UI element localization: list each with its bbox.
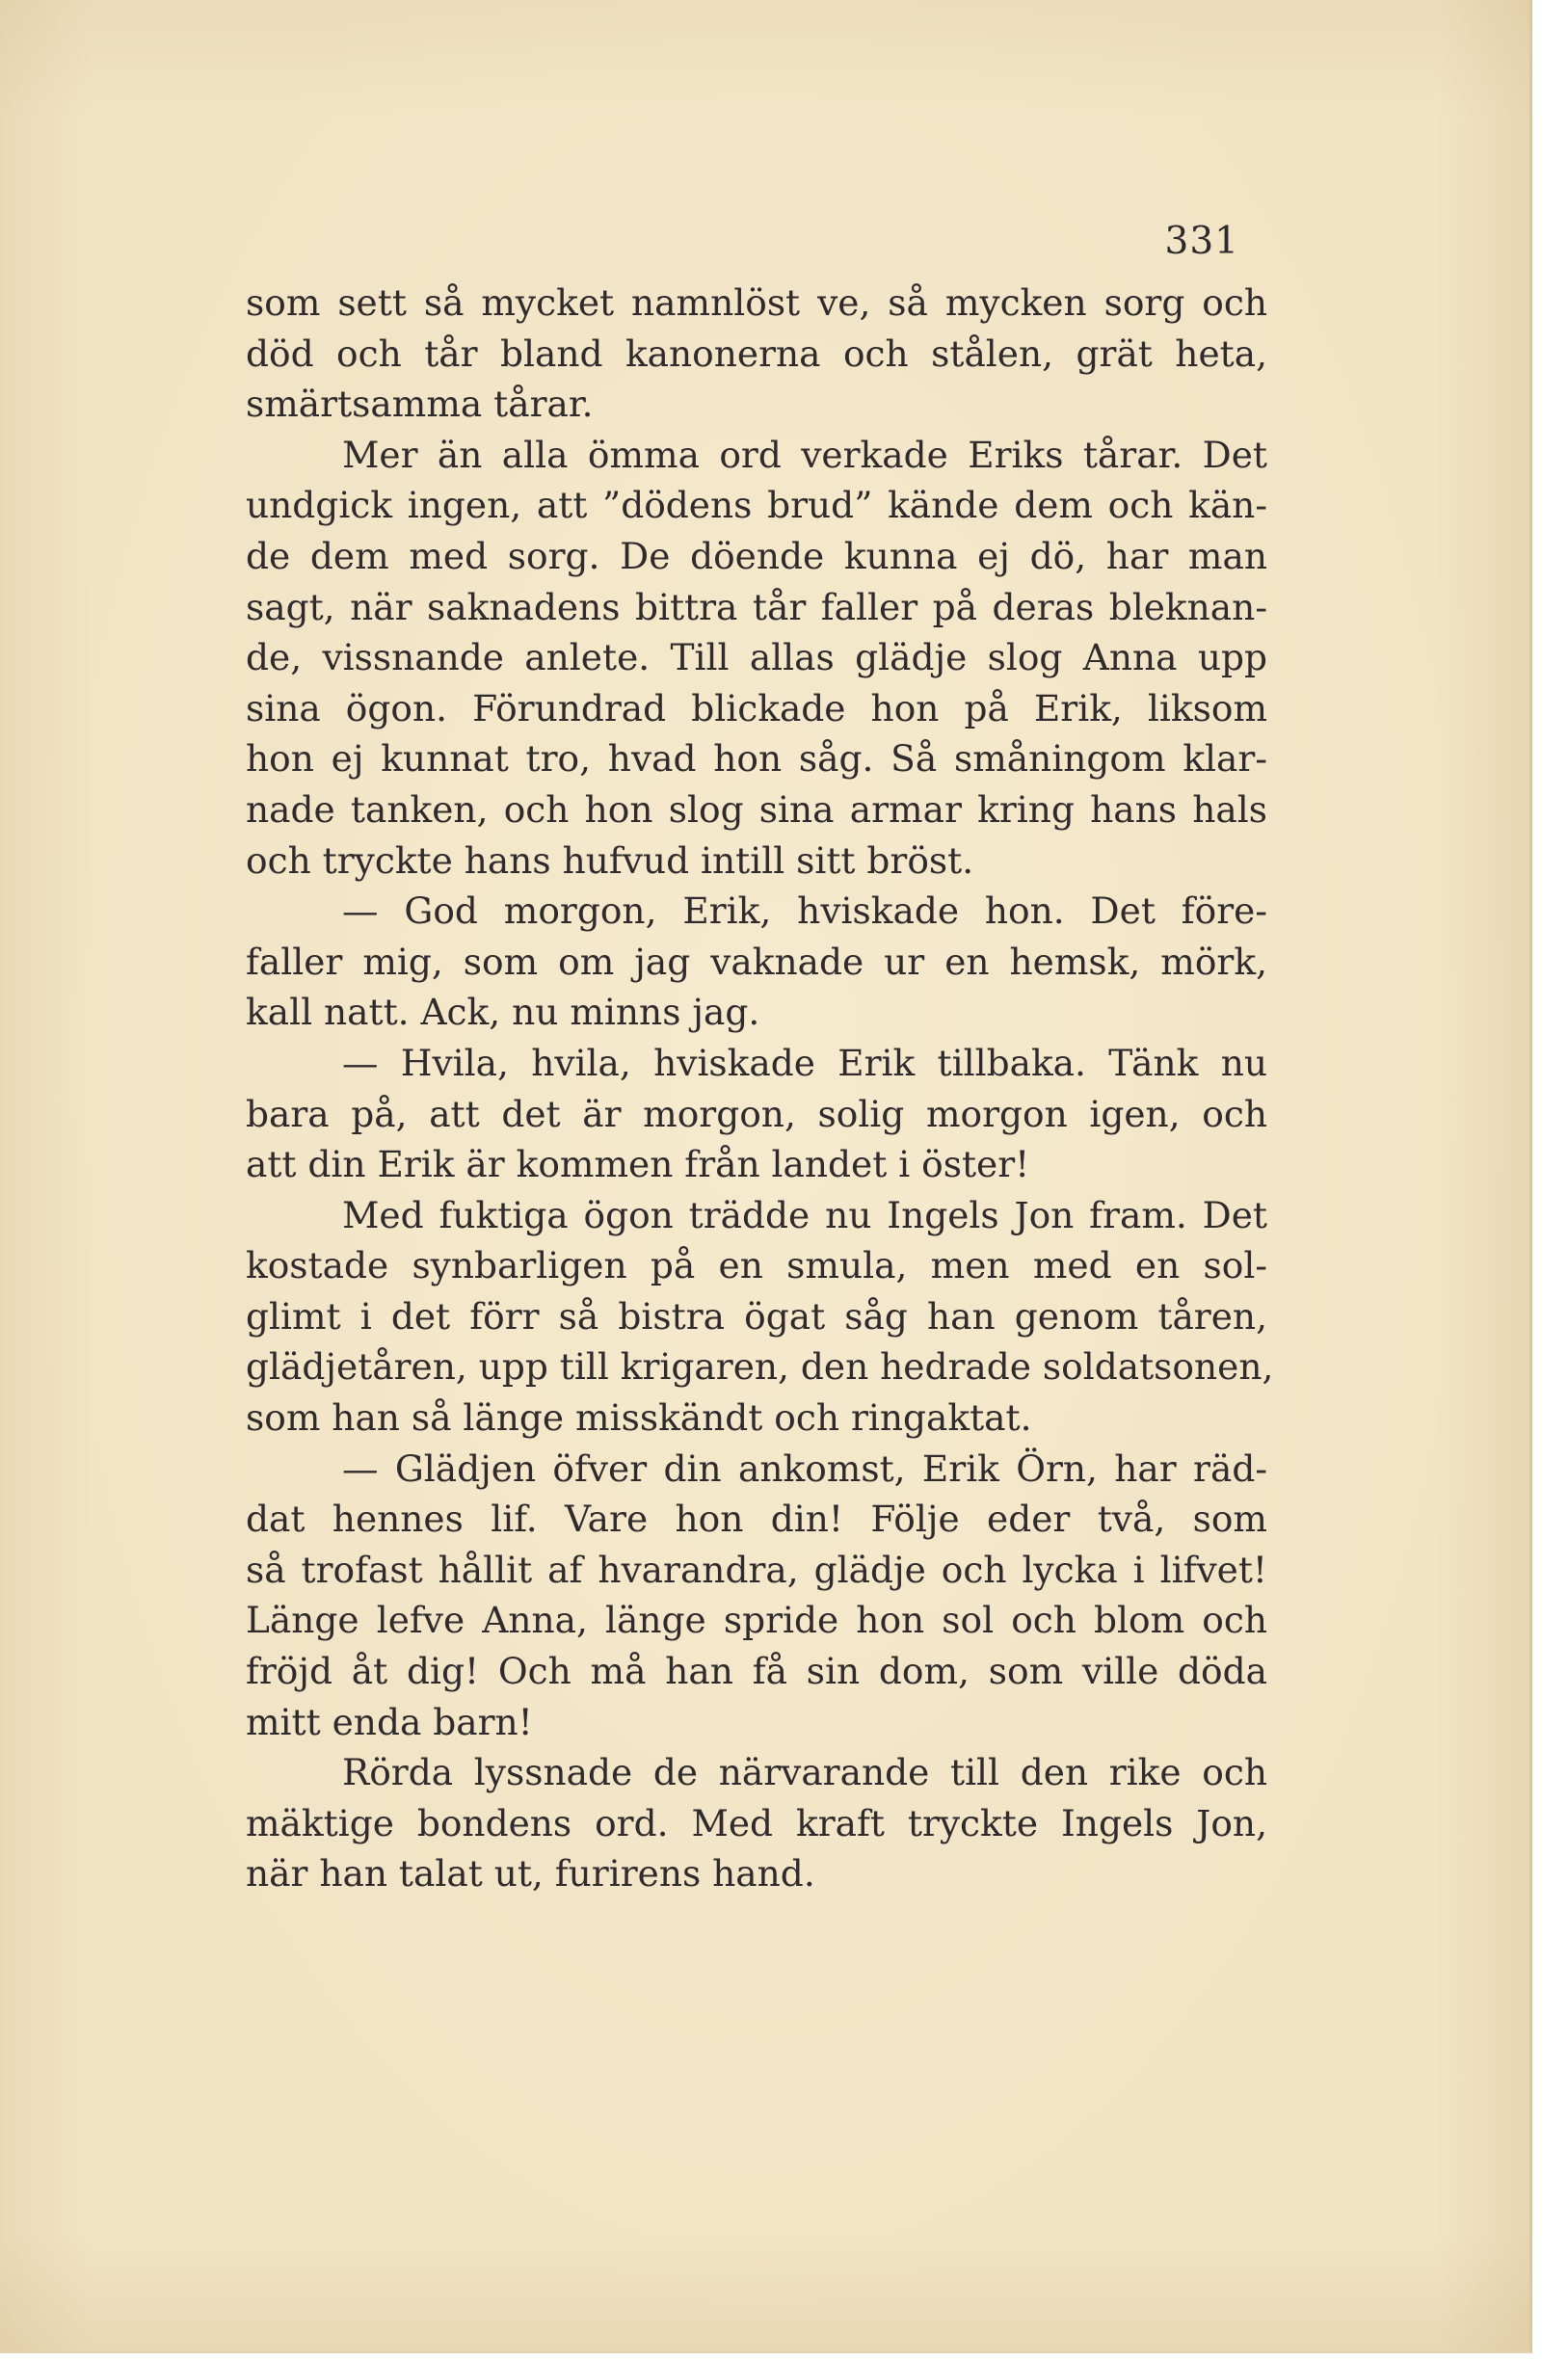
text-line: hon ej kunnat tro, hvad hon såg. Så småningom klar- (246, 737, 1267, 781)
text-line: och tryckte hans hufvud intill sitt bröst. (246, 838, 974, 882)
text-line: — God morgon, Erik, hviskade hon. Det före- (342, 889, 1267, 933)
text-line: sagt, när saknadens bittra tår faller på deras bleknan- (246, 585, 1267, 628)
text-line: kostade synbarligen på en smula, men med en sol- (246, 1244, 1267, 1287)
text-line: mitt enda barn! (246, 1700, 533, 1743)
body-text (246, 278, 1274, 1899)
text-line: som han så länge misskändt och ringaktat. (246, 1396, 1032, 1440)
text-line: de dem med sorg. De döende kunna ej dö, har man (246, 534, 1267, 577)
text-line: bara på, att det är morgon, solig morgon igen, och (246, 1092, 1267, 1135)
text-line: att din Erik är kommen från landet i öster! (246, 1143, 1030, 1186)
text-line: de, vissnande anlete. Till allas glädje slog Anna upp (246, 636, 1267, 679)
text-line: glimt i det förr så bistra ögat såg han genom tåren, (246, 1294, 1267, 1338)
text-line: Med fuktiga ögon trädde nu Ingels Jon fram. Det (342, 1193, 1267, 1236)
text-line: Rörda lyssnade de närvarande till den rike och (342, 1751, 1267, 1794)
text-line: död och tår bland kanonerna och stålen, grät heta, (246, 332, 1267, 375)
text-line: sina ögon. Förundrad blickade hon på Erik, liksom (246, 686, 1267, 730)
text-line: — Hvila, hvila, hviskade Erik tillbaka. Tänk nu (342, 1041, 1267, 1084)
text-line: nade tanken, och hon slog sina armar kring hans hals (246, 787, 1267, 831)
text-line: när han talat ut, furirens hand. (246, 1852, 815, 1896)
text-line: Länge lefve Anna, länge spride hon sol och blom och (246, 1599, 1267, 1642)
text-line: som sett så mycket namnlöst ve, så mycken sorg och (246, 281, 1267, 324)
text-line: kall natt. Ack, nu minns jag. (246, 991, 760, 1034)
text-line: undgick ingen, att ”dödens brud” kände dem och kän- (246, 484, 1267, 527)
text-line: fröjd åt dig! Och må han få sin dom, som ville döda (246, 1650, 1267, 1693)
text-line: smärtsamma tårar. (246, 383, 594, 426)
text-line: faller mig, som om jag vaknade ur en hemsk, mörk, (246, 940, 1267, 983)
text-line: Mer än alla ömma ord verkade Eriks tårar. Det (342, 433, 1267, 476)
text-line: så trofast hållit af hvarandra, glädje och lycka i lifvet! (246, 1548, 1267, 1591)
text-line: mäktige bondens ord. Med kraft tryckte Ingels Jon, (246, 1801, 1267, 1844)
text-line: glädjetåren, upp till krigaren, den hedrade soldatsonen, (246, 1345, 1274, 1389)
text-line: — Glädjen öfver din ankomst, Erik Örn, har räd- (342, 1446, 1267, 1490)
page-number: 331 (1164, 220, 1239, 263)
text-line: dat hennes lif. Vare hon din! Följe eder två, som (246, 1498, 1267, 1541)
